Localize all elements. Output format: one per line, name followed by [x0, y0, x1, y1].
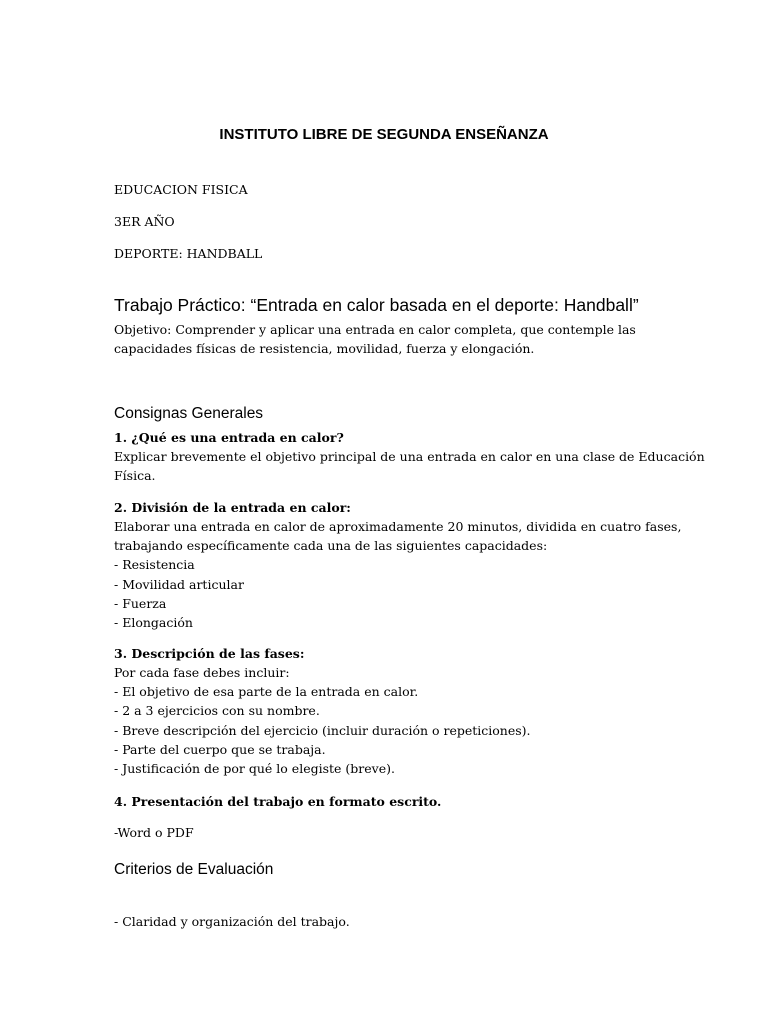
objective-paragraph [114, 320, 674, 358]
year-line: 3ER AÑO [114, 214, 175, 229]
objective-line: Objetivo: Comprender y aplicar una entrada en calor completa, que contemple las [114, 322, 636, 337]
question-2 [114, 498, 682, 632]
question-3 [114, 644, 674, 778]
question-2-line: trabajando específicamente cada una de las siguientes capacidades: [114, 538, 548, 554]
question-2-line: - Elongación [114, 615, 193, 631]
question-3-line: Por cada fase debes incluir: [114, 665, 290, 680]
question-2-line: Elaborar una entrada en calor de aproximadamente 20 minutos, dividida en cuatro fases, [114, 519, 682, 534]
criteria-heading: Criterios de Evaluación [114, 861, 274, 878]
school-title: INSTITUTO LIBRE DE SEGUNDA ENSEÑANZA [219, 126, 549, 143]
question-1 [114, 428, 705, 485]
question-3-line: - Parte del cuerpo que se trabaja. [114, 741, 326, 757]
question-3-line: - Breve descripción del ejercicio (incluir duración o repeticiones). [114, 722, 531, 738]
question-3-line: - Justificación de por qué lo elegiste (breve). [114, 761, 395, 777]
question-4-note-block [114, 823, 674, 842]
question-2-heading: 2. División de la entrada en calor: [114, 500, 351, 515]
question-2-line: - Resistencia [114, 557, 195, 573]
question-4-note: -Word o PDF [114, 825, 194, 840]
question-4-heading: 4. Presentación del trabajo en formato escrito. [114, 794, 442, 809]
question-3-line: - 2 a 3 ejercicios con su nombre. [114, 703, 320, 719]
question-1-line: Explicar brevemente el objetivo principal de una entrada en calor en una clase de Educación [114, 449, 705, 464]
criteria-item: - Claridad y organización del trabajo. [114, 914, 350, 929]
sport-line: DEPORTE: HANDBALL [114, 246, 263, 261]
question-4 [114, 792, 674, 811]
question-3-heading: 3. Descripción de las fases: [114, 646, 305, 661]
objective-line: capacidades físicas de resistencia, movilidad, fuerza y elongación. [114, 341, 535, 357]
question-3-line: - El objetivo de esa parte de la entrada en calor. [114, 684, 419, 700]
question-1-line: Física. [114, 468, 156, 484]
question-2-line: - Movilidad articular [114, 576, 244, 592]
question-1-heading: 1. ¿Qué es una entrada en calor? [114, 430, 344, 445]
subject-line: EDUCACION FISICA [114, 182, 248, 197]
work-title: Trabajo Práctico: “Entrada en calor basada en el deporte: Handball” [114, 295, 639, 315]
criteria-list [114, 912, 674, 931]
question-2-line: - Fuerza [114, 595, 167, 611]
general-heading: Consignas Generales [114, 405, 264, 422]
